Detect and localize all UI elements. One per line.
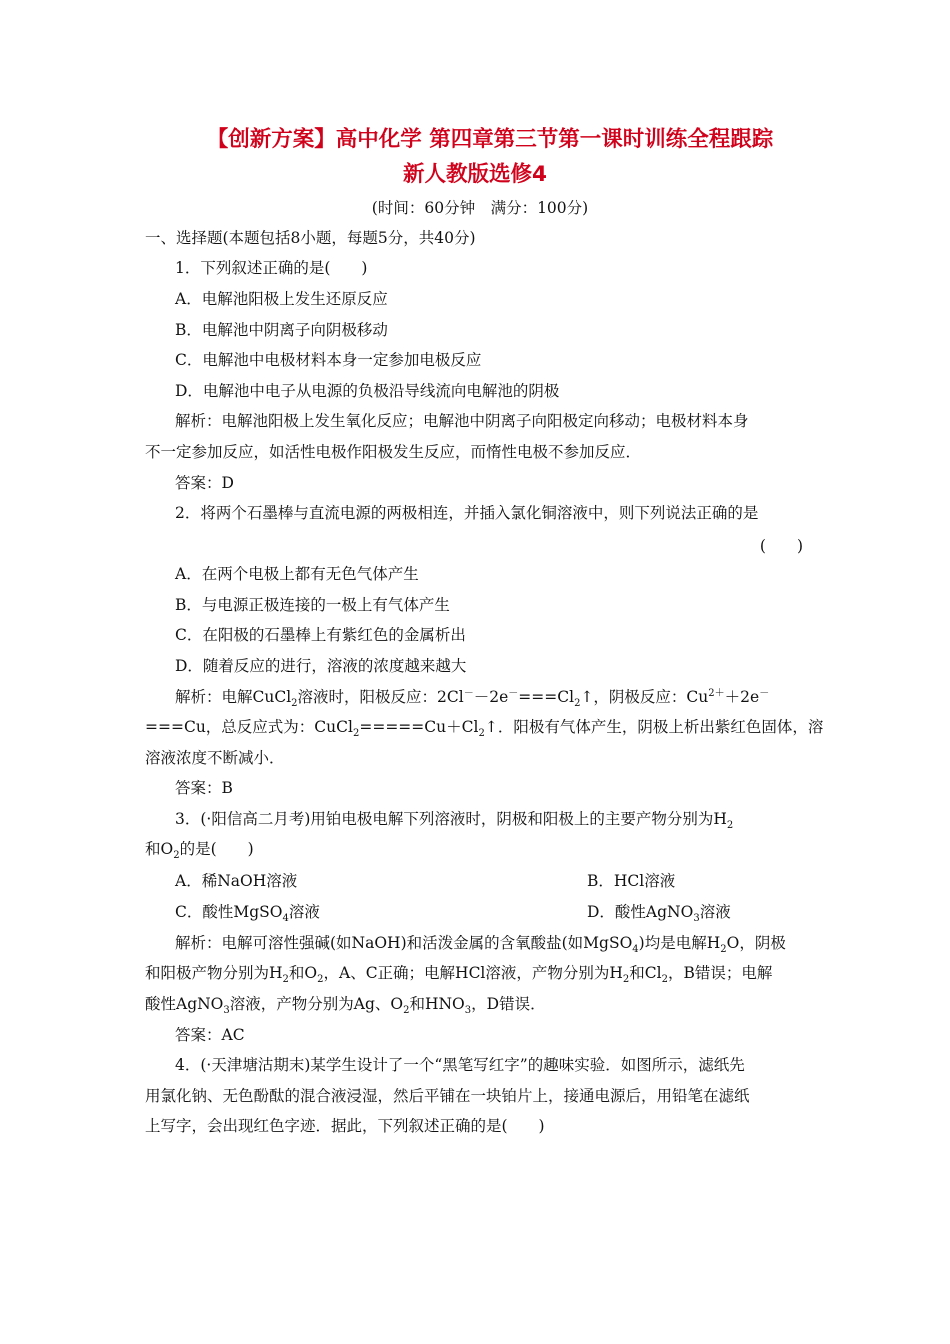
q2-stem: 2．将两个石墨棒与直流电源的两极相连，并插入氯化铜溶液中，则下列说法正确的是 <box>175 504 759 522</box>
q1-option-c: C．电解池中电极材料本身一定参加电极反应 <box>175 351 482 369</box>
q1-option-b: B．电解池中阴离子向阴极移动 <box>175 321 388 339</box>
q3-option-c: C．酸性MgSO$_4$溶液 <box>175 903 320 925</box>
q3-explanation-line3: 酸性AgNO$_3$溶液，产物分别为Ag、$O_2$和$HNO_3$，D错误． <box>145 995 546 1017</box>
q2-answer: 答案：B <box>175 779 233 797</box>
q4-stem-line1: 4．(·天津塘沽期末)某学生设计了一个“黑笔写红字”的趣味实验．如图所示，滤纸先 <box>175 1056 745 1074</box>
page-title-line2: 新人教版选修4 <box>403 162 547 187</box>
q2-option-b: B．与电源正极连接的一极上有气体产生 <box>175 596 450 614</box>
q3-option-a: A．稀NaOH溶液 <box>175 872 298 890</box>
q3-option-b: B．HCl溶液 <box>587 872 676 890</box>
q3-option-row2 <box>175 902 731 925</box>
q2-option-d: D．随着反应的进行，溶液的浓度越来越大 <box>175 657 467 675</box>
q3-explanation-line1: 解析：电解可溶性强碱(如NaOH)和活泼金属的含氧酸盐(如MgSO$_4$)均是电解$H_2O$，阴极 <box>175 934 786 956</box>
exam-meta: (时间：60分钟 满分：100分) <box>371 199 589 217</box>
q1-answer: 答案：D <box>175 474 234 492</box>
q1-explanation-line1: 解析：电解池阳极上发生氧化反应；电解池中阴离子向阳极定向移动；电极材料本身 <box>175 412 749 430</box>
q3-option-row1 <box>175 871 676 891</box>
q3-stem-line1: 3．(·阳信高二月考)用铂电极电解下列溶液时，阴极和阳极上的主要产物分别为$H_2$ <box>175 810 734 832</box>
q2-explanation-line2: ===Cu，总反应式为：$CuCl_2=====Cu+Cl_2↑$．阳极有气体产生，阴极上析出紫红色固体，溶 <box>145 718 824 740</box>
q4-stem-line3: 上写字，会出现红色字迹．据此，下列叙述正确的是( ) <box>145 1117 545 1135</box>
q4-stem-line2: 用氯化钠、无色酚酞的混合液浸湿，然后平铺在一块铂片上，接通电源后，用铅笔在滤纸 <box>145 1087 750 1105</box>
section-heading: 一、选择题(本题包括8小题，每题5分，共40分) <box>145 229 476 247</box>
q2-explanation-line3: 溶液浓度不断减小． <box>145 749 285 767</box>
q1-option-d: D．电解池中电子从电源的负极沿导线流向电解池的阴极 <box>175 382 560 400</box>
q3-answer: 答案：AC <box>175 1026 245 1044</box>
page-title-line1: 【创新方案】高中化学 第四章第三节第一课时训练全程跟踪 <box>206 127 774 152</box>
q3-option-d: D．酸性AgNO$_3$溶液 <box>587 903 731 925</box>
q1-stem: 1．下列叙述正确的是( ) <box>175 259 368 277</box>
q3-stem-line2: 和$O_2$的是( ) <box>145 840 254 862</box>
q1-explanation-line2: 不一定参加反应，如活性电极作阳极发生反应，而惰性电极不参加反应． <box>145 443 642 461</box>
q2-option-a: A．在两个电极上都有无色气体产生 <box>175 565 419 583</box>
q1-option-a: A．电解池阳极上发生还原反应 <box>175 290 388 308</box>
q2-option-c: C．在阳极的石墨棒上有紫红色的金属析出 <box>175 626 466 644</box>
q2-explanation-line1: 解析：电解CuCl$_2$溶液时，阳极反应：$2Cl^--2e^-===Cl_2↑$，阴极反应：$Cu^{2+}+2e^-$ <box>175 687 770 710</box>
q2-answer-bracket: ( ) <box>759 537 803 555</box>
q3-explanation-line2: 和阳极产物分别为$H_2$和$O_2$，A、C正确；电解HCl溶液，产物分别为$H_2$和$Cl_2$，B错误；电解 <box>145 964 773 986</box>
